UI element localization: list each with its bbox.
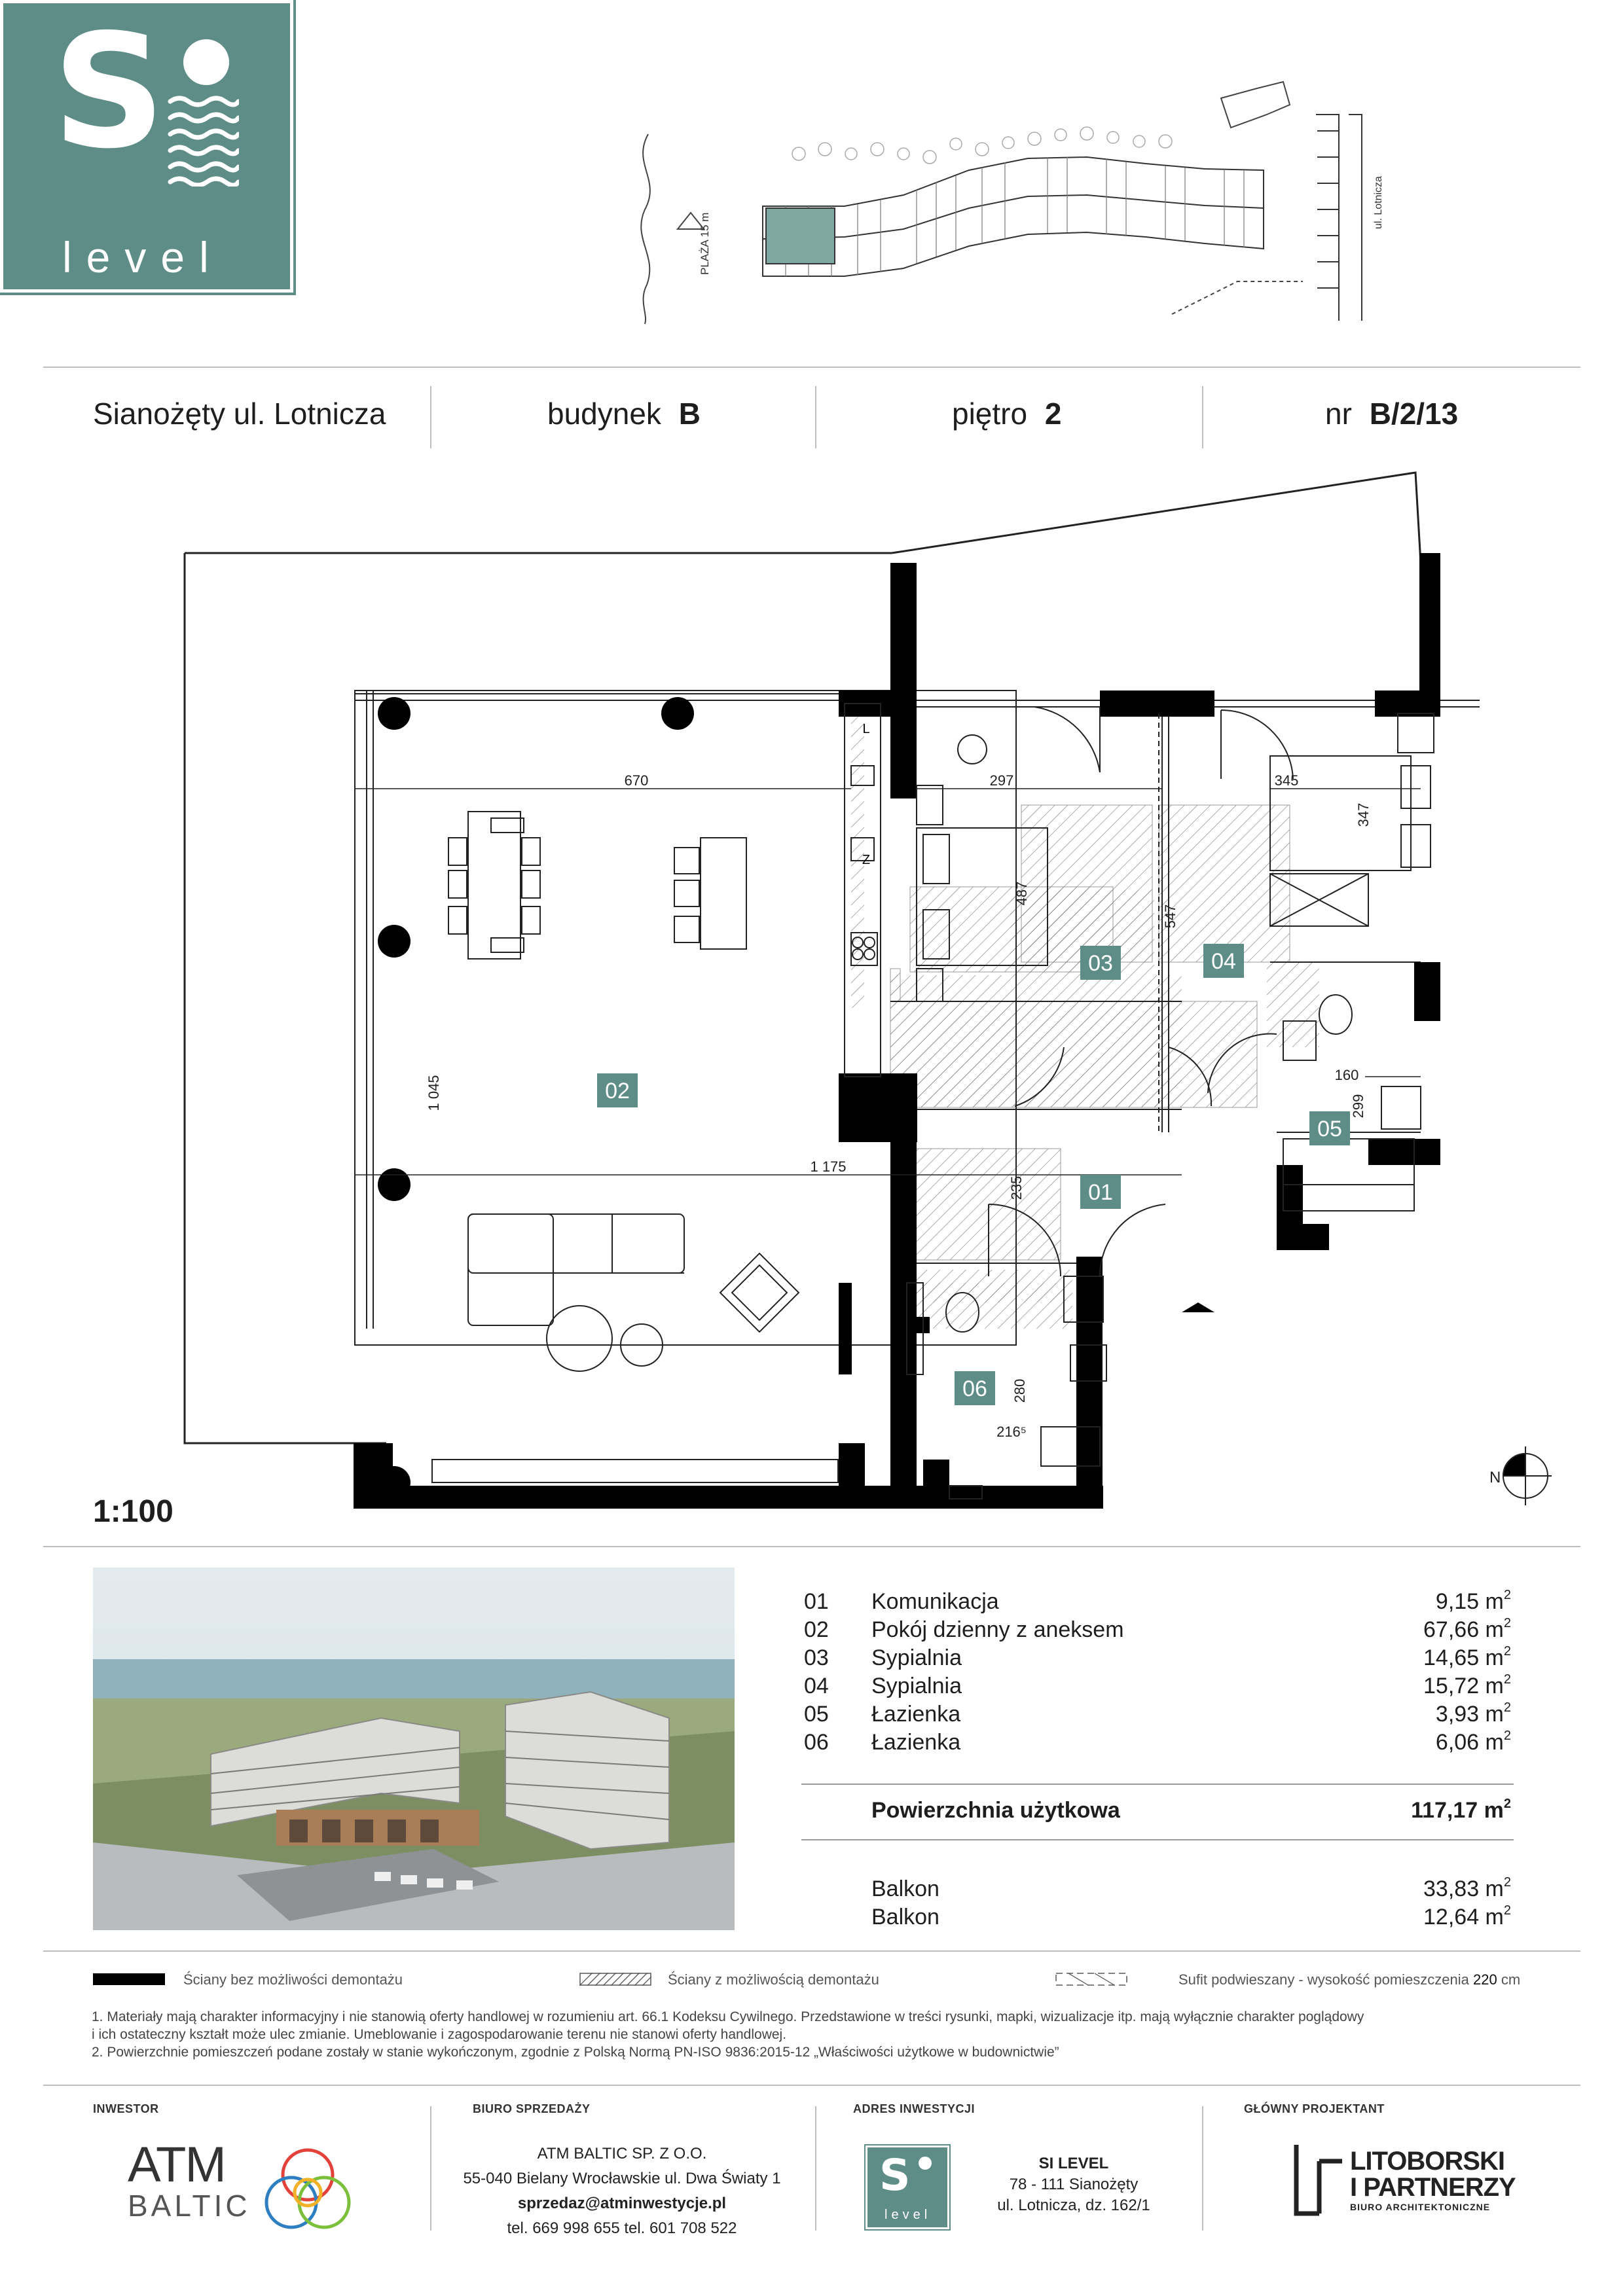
- room-name: Komunikacja: [871, 1589, 999, 1614]
- room-row: [804, 1645, 1511, 1673]
- site-key-plan: [629, 65, 1414, 327]
- sales-office-block: [445, 2142, 799, 2241]
- legend-top-rule: [43, 1950, 1580, 1952]
- sales-phones: tel. 669 998 655 tel. 601 708 522: [507, 2219, 737, 2237]
- note-line: i ich ostateczny kształt może ulec zmianie. Umeblowanie i zagospodarowanie terenu nie stanowi oferty handlowej.: [92, 2027, 787, 2042]
- investment-address-block: [962, 2153, 1185, 2216]
- atm-baltic-logo: [128, 2137, 259, 2223]
- designer-line-3: BIURO ARCHITEKTONICZNE: [1350, 2202, 1491, 2212]
- logo-waves-icon: [167, 95, 239, 187]
- north-compass-icon: [1503, 1446, 1552, 1505]
- total-area-row: [804, 1798, 1511, 1825]
- balcony-row: [804, 1876, 1511, 1904]
- room-name: Łazienka: [871, 1730, 961, 1755]
- sales-office-label: BIURO SPRZEDAŻY: [473, 2102, 591, 2115]
- fixed-walls-legend: Ściany bez możliwości demontażu: [183, 1971, 403, 1988]
- atm-logo-sub: BALTIC: [128, 2189, 251, 2223]
- dim-1045: 1 045: [426, 1075, 442, 1111]
- si-level-small-logo: S level: [866, 2145, 949, 2229]
- address-name: SI LEVEL: [1038, 2155, 1109, 2172]
- investor-label: INWESTOR: [93, 2102, 159, 2115]
- logo-dot: [183, 39, 229, 85]
- room-number: 04: [804, 1674, 829, 1698]
- dim-487: 487: [1013, 881, 1030, 906]
- dim-299: 299: [1350, 1094, 1366, 1119]
- si-level-logo: [0, 0, 293, 293]
- room-number: 06: [804, 1730, 829, 1755]
- table-rule: [801, 1784, 1514, 1785]
- ceiling-legend: Sufit podwieszany - wysokość pomieszczenia 220 cm: [1178, 1971, 1521, 1988]
- header-top-rule: [43, 367, 1580, 368]
- room-area: 3,93 $m^2$: [1435, 1700, 1511, 1727]
- street-label: ul. Lotnicza: [1373, 176, 1384, 229]
- room-number: 03: [804, 1645, 829, 1670]
- room-row: [804, 1589, 1511, 1617]
- location-text: Sianożęty ul. Lotnicza: [93, 397, 386, 431]
- total-label: Powierzchnia użytkowa: [871, 1798, 1120, 1823]
- designer-line-2: I PARTNERZY: [1350, 2173, 1516, 2202]
- address-line-2: ul. Lotnicza, dz. 162/1: [997, 2197, 1150, 2214]
- room-row: [804, 1674, 1511, 1701]
- room-area: 15,72 $m^2$: [1423, 1672, 1511, 1698]
- header-divider: [1202, 386, 1203, 448]
- plan-scale: 1:100: [93, 1494, 173, 1529]
- room-tag-04: 04: [1211, 949, 1236, 974]
- atm-logo-main: ATM: [128, 2137, 225, 2193]
- note-line: 1. Materiały mają charakter informacyjny i nie stanowią oferty handlowej w rozumieniu art. 66.1 Kodeksu Cywilnego. Przedstawione w treści rysunki, mapki, wizualizacje itp. mają wyłącznie charakter poglądowy: [92, 2009, 1364, 2024]
- dim-216: 216⁵: [996, 1424, 1027, 1440]
- footer-top-rule: [43, 2085, 1580, 2086]
- litoborski-mark-icon: [1290, 2142, 1349, 2220]
- room-name: Łazienka: [871, 1702, 961, 1727]
- building-field: [547, 396, 701, 431]
- logo-word: level: [62, 233, 223, 281]
- room-name: Sypialnia: [871, 1645, 962, 1670]
- removable-wall-swatch: [579, 1973, 651, 1986]
- total-area: 117,17 $m^2$: [1411, 1797, 1511, 1823]
- room-area: 14,65 $m^2$: [1423, 1644, 1511, 1670]
- room-row: [804, 1702, 1511, 1729]
- plan-bottom-rule: [43, 1546, 1580, 1547]
- number-value: B/2/13: [1369, 397, 1459, 431]
- dim-1175: 1 175: [810, 1158, 847, 1175]
- sales-email[interactable]: sprzedaz@atminwestycje.pl: [517, 2195, 727, 2212]
- footer-divider: [815, 2106, 816, 2231]
- balcony-area: 33,83 $m^2$: [1423, 1875, 1511, 1901]
- balcony-area: 12,64 $m^2$: [1423, 1903, 1511, 1929]
- balcony-name: Balkon: [871, 1905, 939, 1929]
- footer-divider: [1202, 2106, 1203, 2231]
- address-line-1: 78 - 111 Sianożęty: [1009, 2176, 1139, 2193]
- building-label: budynek: [547, 397, 661, 431]
- investment-address-label: ADRES INWESTYCJI: [853, 2102, 976, 2115]
- number-label: nr: [1325, 397, 1352, 431]
- room-tag-05: 05: [1317, 1117, 1342, 1141]
- room-area: 9,15 $m^2$: [1435, 1588, 1511, 1614]
- room-tag-01: 01: [1088, 1180, 1113, 1205]
- building-value: B: [678, 397, 701, 431]
- room-tag-03: 03: [1088, 951, 1113, 976]
- sales-company: ATM BALTIC SP. Z O.O.: [537, 2145, 707, 2162]
- unit-number-field: [1325, 396, 1458, 431]
- header-divider: [815, 386, 816, 448]
- room-row: [804, 1617, 1511, 1645]
- dim-670: 670: [624, 772, 649, 789]
- floor-value: 2: [1044, 397, 1062, 431]
- dim-160: 160: [1334, 1067, 1359, 1083]
- room-name: Pokój dzienny z aneksem: [871, 1617, 1124, 1642]
- dim-280: 280: [1012, 1378, 1028, 1403]
- designer-block: [1350, 2148, 1516, 2214]
- floor-field: [952, 396, 1061, 431]
- sales-address: 55-040 Bielany Wrocławskie ul. Dwa Światy 1: [463, 2170, 781, 2187]
- removable-walls-legend: Ściany z możliwością demontażu: [668, 1971, 879, 1988]
- floor-plan: [170, 458, 1571, 1532]
- room-name: Sypialnia: [871, 1674, 962, 1698]
- room-row: [804, 1730, 1511, 1757]
- appliance-label-z: Z: [862, 853, 871, 867]
- suspended-ceiling-swatch: [1055, 1973, 1127, 1986]
- appliance-label-l: L: [862, 722, 870, 736]
- room-number: 01: [804, 1589, 829, 1614]
- logo-letter: S: [52, 0, 166, 183]
- footer-divider: [430, 2106, 431, 2231]
- room-number: 02: [804, 1617, 829, 1642]
- room-tag-06: 06: [962, 1376, 987, 1401]
- designer-line-1: LITOBORSKI: [1350, 2147, 1504, 2176]
- appliance-label-p: P: [1082, 1357, 1091, 1371]
- atm-rings-icon: [259, 2144, 357, 2235]
- building-visualization: [93, 1568, 735, 1930]
- floor-label: piętro: [952, 397, 1028, 431]
- balcony-name: Balkon: [871, 1876, 939, 1901]
- chief-designer-label: GŁÓWNY PROJEKTANT: [1244, 2102, 1385, 2115]
- fixed-wall-swatch: [93, 1973, 165, 1985]
- room-tag-02: 02: [605, 1079, 630, 1103]
- note-line: 2. Powierzchnie pomieszczeń podane zostały w stanie wykończonym, zgodnie z Polską Normą PN-ISO 9836:2015-12 „Właściwości użytkowe w budownictwie”: [92, 2045, 1059, 2060]
- dim-297: 297: [989, 772, 1014, 789]
- room-area: 67,66 $m^2$: [1423, 1616, 1511, 1642]
- room-area: 6,06 $m^2$: [1435, 1729, 1511, 1755]
- dim-347: 347: [1355, 802, 1372, 827]
- compass-label: N: [1489, 1469, 1501, 1486]
- dim-235: 235: [1008, 1175, 1025, 1200]
- beach-label: PLAŻA 15 m: [699, 212, 711, 275]
- dim-547: 547: [1162, 904, 1178, 929]
- dim-345: 345: [1274, 772, 1299, 789]
- room-number: 05: [804, 1702, 829, 1727]
- header-divider: [430, 386, 431, 448]
- balcony-row: [804, 1905, 1511, 1932]
- table-rule: [801, 1839, 1514, 1840]
